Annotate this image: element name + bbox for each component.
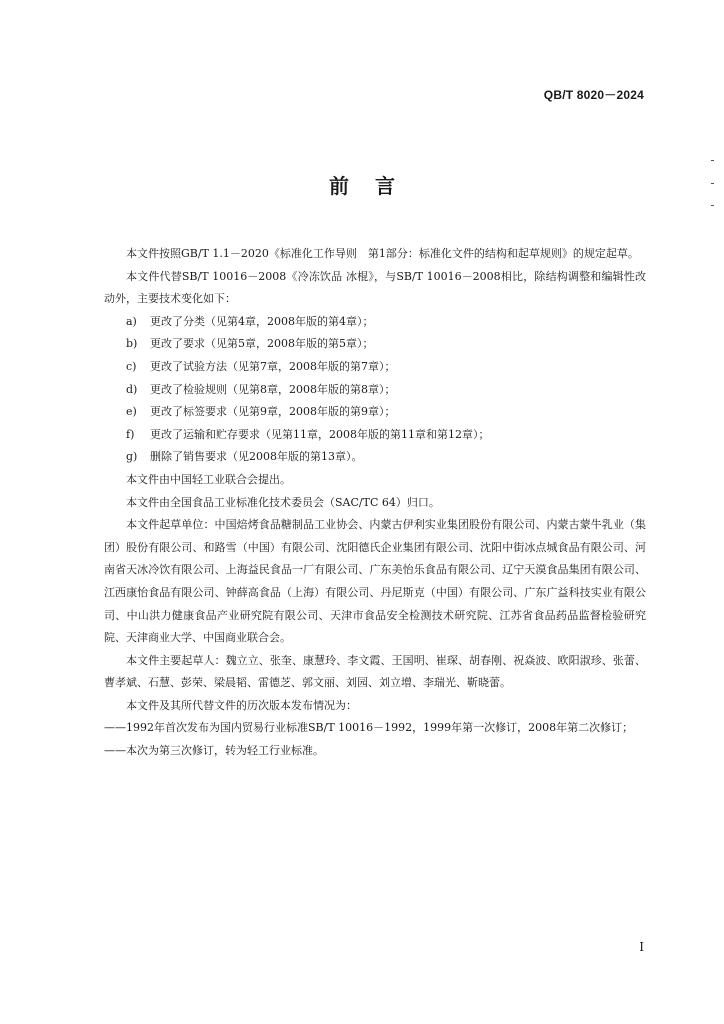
list-item	[104, 311, 646, 334]
list-item	[104, 379, 646, 402]
scan-edge-mark	[711, 160, 714, 161]
list-marker: b)	[126, 337, 138, 351]
list-item-text: 更改了试验方法（见第7章，2008年版的第7章）；	[150, 359, 396, 373]
paragraph-drafters: 本文件主要起草人：魏立立、张奎、康慧玲、李文霞、王国明、崔琛、胡春刚、祝焱波、欧阳淑珍、张蕾、曹孝斌、石慧、彭荣、梁晨韬、雷德芝、郭文丽、刘园、刘立增、李瑞光、靳晓蕾。	[104, 653, 646, 690]
paragraph-technical-committee: 本文件由全国食品工业标准化技术委员会（SAC/TC 64）归口。	[126, 495, 440, 509]
list-item	[104, 333, 646, 356]
list-marker: e)	[126, 405, 137, 419]
history-item: ——本次为第三次修订，转为轻工行业标准。	[104, 744, 324, 758]
paragraph-history-intro: 本文件及其所代替文件的历次版本发布情况为：	[126, 698, 357, 712]
list-item	[104, 356, 646, 379]
list-item	[104, 401, 646, 424]
list-marker: c)	[126, 359, 137, 373]
list-item	[104, 446, 646, 469]
list-item-text: 更改了检验规则（见第8章，2008年版的第8章）；	[150, 382, 396, 396]
scan-edge-mark	[711, 183, 714, 184]
list-marker: d)	[126, 382, 138, 396]
paragraph-drafting-rules: 本文件按照GB/T 1.1－2020《标准化工作导则 第1部分：标准化文件的结构和起草规则》的规定起草。	[126, 247, 639, 260]
list-item-text: 更改了标签要求（见第9章，2008年版的第9章）；	[150, 405, 396, 419]
list-item-text: 更改了要求（见第5章，2008年版的第5章）；	[150, 337, 374, 351]
page-number: I	[639, 940, 644, 954]
list-item-text: 删除了销售要求（见2008年版的第13章）。	[150, 450, 363, 464]
list-marker: a)	[126, 314, 137, 328]
list-marker: f)	[126, 427, 135, 441]
list-item	[104, 424, 646, 447]
foreword-body	[104, 243, 646, 763]
list-item-text: 更改了分类（见第4章，2008年版的第4章）；	[150, 314, 374, 328]
paragraph-drafting-units: 本文件起草单位：中国焙烤食品糖制品工业协会、内蒙古伊利实业集团股份有限公司、内蒙古蒙牛乳业（集团）股份有限公司、和路雪（中国）有限公司、沈阳德氏企业集团有限公司、沈阳中街冰点城食品有限公司、河南省天冰冷饮有限公司、上海益民食品一厂有限公司、广东美怡乐食品有限公司、辽宁天漠食品集团有限公司、江西康怡食品有限公司、钟薛高食品（上海）有限公司、丹尼斯克（中国）有限公司、广东广益科技实业有限公司、中山洪力健康食品产业研究院有限公司、天津市食品安全检测技术研究院、江苏省食品药品监督检验研究院、天津商业大学、中国商业联合会。	[104, 518, 646, 645]
scan-edge-mark	[711, 205, 714, 206]
paragraph-proposer: 本文件由中国轻工业联合会提出。	[126, 472, 291, 486]
document-code: QB/T 8020－2024	[543, 88, 644, 102]
paragraph-replacement: 本文件代替SB/T 10016－2008《冷冻饮品 冰棍》，与SB/T 10016－2008相比，除结构调整和编辑性改动外，主要技术变化如下：	[104, 269, 646, 306]
list-item-text: 更改了运输和贮存要求（见第11章，2008年版的第11章和第12章）；	[150, 427, 490, 441]
history-item: ——1992年首次发布为国内贸易行业标准SB/T 10016－1992，1999年第一次修订，2008年第二次修订；	[104, 721, 634, 735]
page-title: 前言	[329, 174, 421, 198]
list-marker: g)	[126, 450, 138, 464]
